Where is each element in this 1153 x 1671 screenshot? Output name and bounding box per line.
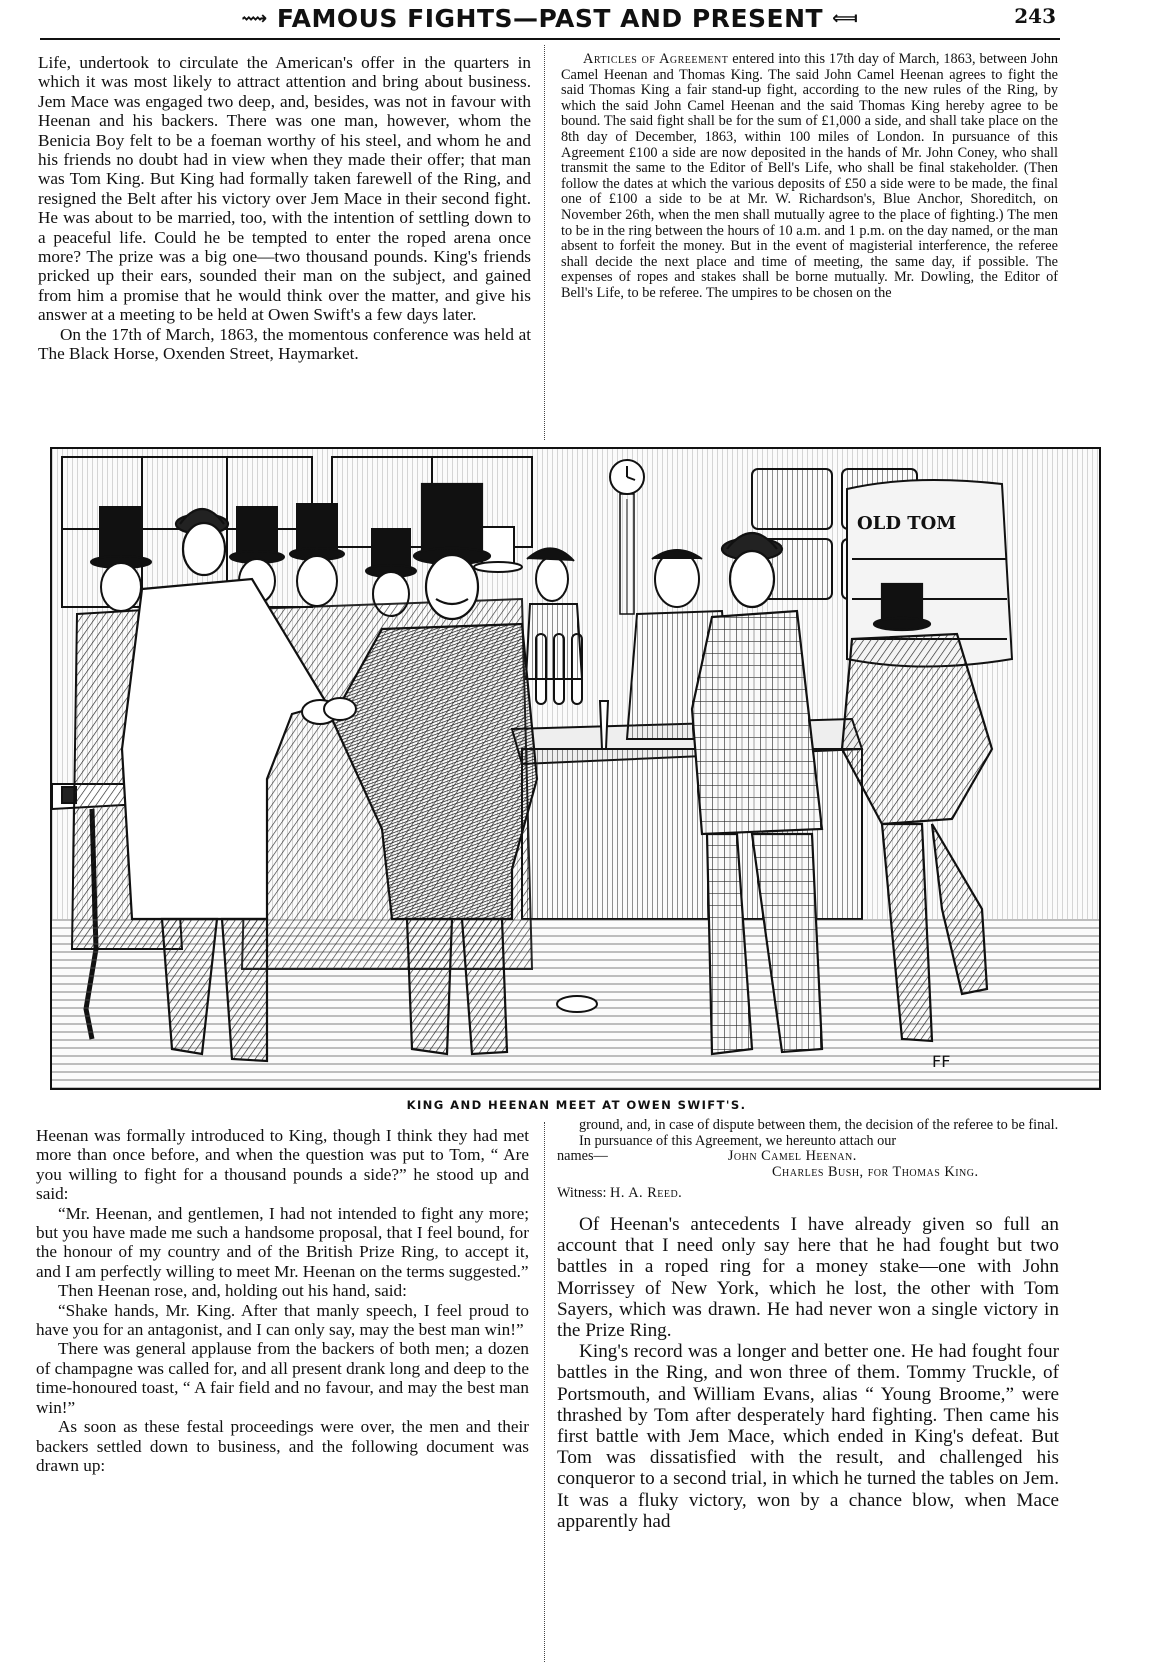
column-divider xyxy=(544,1122,545,1662)
articles-of-agreement xyxy=(561,52,1058,302)
page-header xyxy=(40,2,1060,40)
paragraph: “Shake hands, Mr. King. After that manly speech, I feel proud to have you for an antagonist, and I can only say, may the best man win!” xyxy=(36,1300,529,1340)
signature-line-1 xyxy=(557,1149,1059,1165)
top-left-column xyxy=(38,53,531,364)
artist-monogram: FF xyxy=(932,1052,951,1071)
paragraph: King's record was a longer and better one. He had fought four battles in the Ring, and won three of them. Tommy Truckle, of Portsmouth, and William Evans, alias “ Young Broome,” were thrashed by Tom after desperately hard fighting. Then came his first battle with Jem Mace, which ended in King's defeat. But Tom was dissatisfied with the result, and challenged his conqueror to a second trial, in which he turned the tables on Jem. It was a fluky victory, won by a chance blow, when Mace apparently had xyxy=(557,1341,1059,1532)
witness-name: H. A. Reed. xyxy=(610,1185,683,1202)
names-label: names— xyxy=(557,1148,608,1165)
witness-label: Witness: xyxy=(557,1185,607,1202)
signature-heenan: John Camel Heenan. xyxy=(727,1148,857,1165)
agreement-paragraph xyxy=(561,52,1058,302)
witness-line xyxy=(557,1186,1059,1202)
bottom-left-column xyxy=(36,1126,529,1475)
page-number: 243 xyxy=(1014,4,1056,28)
agreement-text: entered into this 17th day of March, 1863, between John Camel Heenan and Thomas King. The said John Camel Heenan agrees to fight the said Thomas King a fair stand-up fight, according to the new rules of the Ring, by which the said John Camel Heenan and the said Thomas King hereby agree to be bound. The said fight shall be for the sum of £1,000 a side, and shall take place on the 8th day of December, 1863, within 100 miles of London. In pursuance of this Agreement £100 a side are now deposited in the hands of Mr. John Coney, who shall transmit the same to the Editor of Bell's Life, who shall be final stakeholder. (Then follow the dates at which the various deposits of £50 a side were to be made, the final one of £100 a side to be at Mr. W. Richardson's, Blue Anchor, Shoreditch, on November 26th, when the men shall mutually agree to the place of fighting.) The men to be in the ring between the hours of 10 a.m. and 1 p.m. on the day named, or the man absent to forfeit the money. But in the event of magisterial interference, the referee shall decide the next place and time of meeting, the same day, if possible. The expenses of ropes and stakes shall be borne mutually. Mr. Dowling, the Editor of Bell's Life, to be referee. The umpires to be chosen on the xyxy=(561,51,1058,301)
paragraph: As soon as these festal proceedings were over, the men and their backers settled down to business, and the following document was drawn up: xyxy=(36,1417,529,1475)
right-ornament: ⟽ xyxy=(832,8,859,29)
illustration-caption: KING AND HEENAN MEET AT OWEN SWIFT'S. xyxy=(406,1098,747,1112)
bottom-right-column xyxy=(557,1118,1059,1532)
paragraph: Life, undertook to circulate the American's offer in the quarters in which it was most likely to attract attention and bring about business. Jem Mace was engaged two deep, and, besides, was not in favour with Heenan and his backers. There was one man, however, whom the Benicia Boy felt to be a foeman worthy of his steel, and whom he and his friends no doubt had in view when they made their offer; that man was Tom King. But King had formally taken farewell of the Ring, and resigned the Belt after his victory over Jem Mace in their second fight. He was about to be married, too, with the intention of settling down to a peaceful life. Could he be tempted to enter the roped arena once more? The prize was a big one—two thousand pounds. King's friends pricked up their ears, sounded their man on the subject, and gained from him a promise that he would think over the matter, and give his answer at a meeting to be held at Owen Swift's a few days later. xyxy=(38,53,531,325)
signature-bush: Charles Bush, for Thomas King. xyxy=(772,1163,979,1180)
agreement-continuation xyxy=(557,1118,1059,1202)
left-ornament: ⟿ xyxy=(241,8,268,29)
paragraph: On the 17th of March, 1863, the momentous conference was held at The Black Horse, Oxenden Street, Haymarket. xyxy=(38,324,531,364)
agreement-lead: Articles of Agreement xyxy=(583,51,729,67)
paragraph: Then Heenan rose, and, holding out his hand, said: xyxy=(58,1281,407,1301)
engraving-illustration xyxy=(52,449,1099,1088)
barrel-sign-text: OLD TOM xyxy=(857,513,957,534)
agreement-paragraph: In pursuance of this Agreement, we hereunto attach our xyxy=(579,1132,897,1149)
running-title-text: FAMOUS FIGHTS—PAST AND PRESENT xyxy=(276,4,824,33)
running-title xyxy=(40,4,1060,33)
agreement-paragraph: ground, and, in case of dispute between them, the decision of the referee to be final. xyxy=(579,1117,1059,1133)
narrative-text xyxy=(557,1214,1059,1532)
paragraph: There was general applause from the backers of both men; a dozen of champagne was called for, and all present drank long and deep to the time-honoured toast, “ A fair field and no favour, and may the best man win!” xyxy=(36,1339,529,1417)
illustration xyxy=(50,447,1101,1090)
paragraph: Heenan was formally introduced to King, though I think they had met more than once before, and when the question was put to Tom, “ Are you willing to fight for a thousand pounds a side?” he stood up and said: xyxy=(36,1126,529,1204)
spittoon xyxy=(557,996,597,1012)
paragraph: Of Heenan's antecedents I have already given so full an account that I need only say here that he had fought but two battles in a roped ring for a money stake—one with John Morrissey of New York, which he lost, the other with Tom Sayers, which was drawn. He had never won a single victory in the Prize Ring. xyxy=(557,1213,1059,1341)
column-divider xyxy=(544,45,545,440)
paragraph: “Mr. Heenan, and gentlemen, I had not intended to fight any more; but you have made me such a handsome proposal, that I feel bound, for the honour of my country and of the British Prize Ring, to accept it, and I am perfectly willing to meet Mr. Heenan on the terms suggested.” xyxy=(36,1203,529,1281)
